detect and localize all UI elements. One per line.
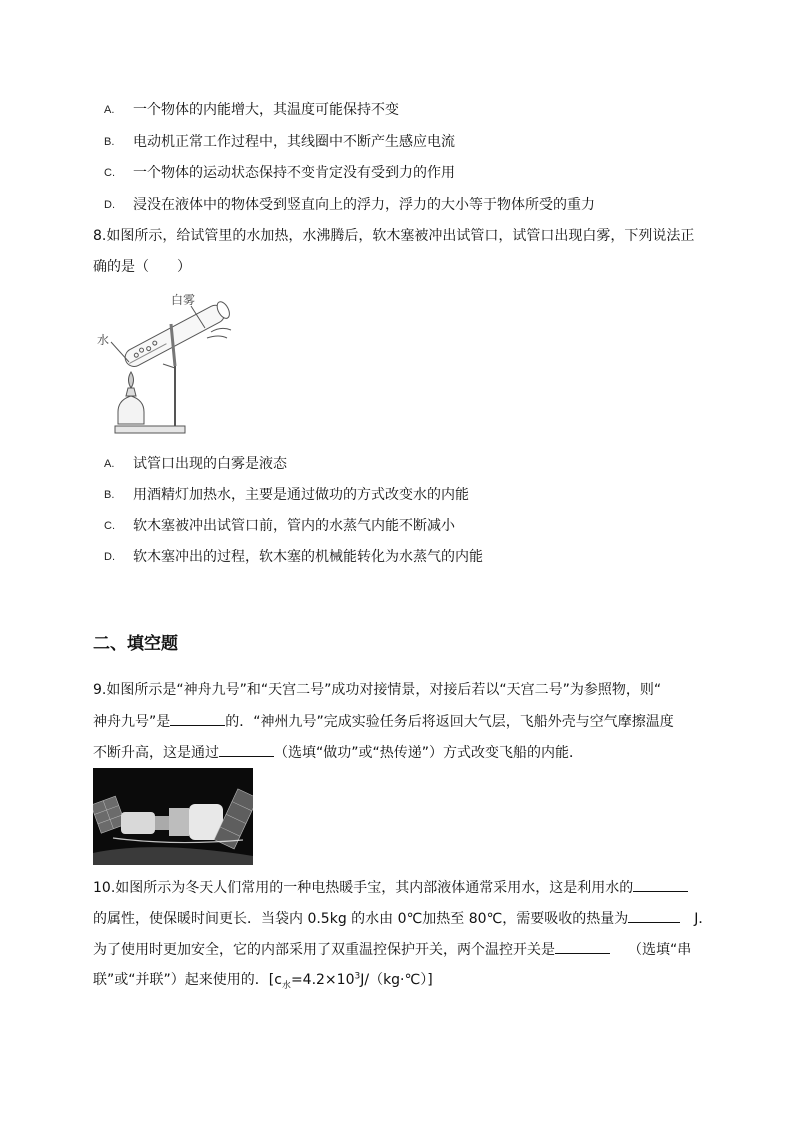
spacecraft-docking-photo <box>93 768 253 865</box>
q10-line-4-part-b: =4.2×10 <box>290 972 355 988</box>
q10-line-3 <box>93 939 691 960</box>
q7-option-d-text: 浸没在液体中的物体受到竖直向上的浮力，浮力的大小等于物体所受的重力 <box>133 197 595 213</box>
fog-label: 白雾 <box>171 293 196 307</box>
q10-line-3-part-a: 为了使用时更加安全，它的内部采用了双重温控保护开关，两个温控开关是 <box>93 942 555 958</box>
q9-line-1: 9.如图所示是“神舟九号”和“天宫二号”成功对接情景，对接后若以“天宫二号”为参照物，则“ <box>93 682 662 698</box>
q9-line-2 <box>93 711 674 732</box>
answer-blank[interactable] <box>170 711 225 726</box>
water-label: 水 <box>97 333 110 347</box>
q10-line-4 <box>93 970 433 990</box>
q7-option-d-letter: D. <box>104 199 115 211</box>
q8-option-d-text: 软木塞冲出的过程，软木塞的机械能转化为水蒸气的内能 <box>133 549 483 565</box>
q7-option-a-text: 一个物体的内能增大，其温度可能保持不变 <box>133 102 399 118</box>
q8-stem-line-1: 8.如图所示，给试管里的水加热，水沸腾后，软木塞被冲出试管口，试管口出现白雾，下列说法正 <box>93 228 695 244</box>
q7-option-b-text: 电动机正常工作过程中，其线圈中不断产生感应电流 <box>133 134 455 150</box>
q10-line-2 <box>93 908 712 929</box>
q8-experiment-figure <box>93 288 253 440</box>
q10-line-4-part-c: J/（kg·℃）] <box>360 972 433 988</box>
q8-option-d-letter: D. <box>104 551 115 563</box>
q8-option-a-text: 试管口出现的白雾是液态 <box>133 456 287 472</box>
q8-option-b-letter: B. <box>104 489 115 501</box>
q10-line-4-subscript: 水 <box>281 980 291 991</box>
q9-line-2-part-b: 的．“神州九号”完成实验任务后将返回大气层，飞船外壳与空气摩擦温度 <box>225 714 674 730</box>
q8-option-c-text: 软木塞被冲出试管口前，管内的水蒸气内能不断减小 <box>133 518 455 534</box>
q7-option-c-letter: C. <box>104 167 115 179</box>
q8-stem-line-2: 确的是（ ） <box>93 259 191 275</box>
q10-line-2-part-b: J． <box>694 911 713 927</box>
test-tube-apparatus-illustration <box>93 288 253 440</box>
answer-blank[interactable] <box>633 877 688 892</box>
q7-option-b-letter: B. <box>104 136 115 148</box>
q9-line-3-part-a: 不断升高，这是通过 <box>93 745 219 761</box>
q10-line-3-part-b: （选填“串 <box>628 942 692 958</box>
answer-blank[interactable] <box>219 742 274 757</box>
q8-option-c-letter: C. <box>104 520 115 532</box>
q10-line-4-part-a: 联”或“并联”）起来使用的．[c <box>93 972 282 988</box>
q10-line-4-superscript: 3 <box>354 971 361 982</box>
q8-option-a-letter: A. <box>104 458 115 470</box>
q7-option-c-text: 一个物体的运动状态保持不变肯定没有受到力的作用 <box>133 165 455 181</box>
q9-line-2-part-a: 神舟九号”是 <box>93 714 171 730</box>
q10-line-2-part-a: 的属性，使保暖时间更长．当袋内 0.5kg 的水由 0℃加热至 80℃，需要吸收的热量为 <box>93 911 629 927</box>
answer-blank[interactable] <box>628 908 680 923</box>
q9-line-3 <box>93 742 583 763</box>
docking-illustration <box>93 768 253 865</box>
q9-line-3-part-b: （选填“做功”或“热传递”）方式改变飞船的内能． <box>274 745 584 761</box>
q10-line-1-part-a: 10.如图所示为冬天人们常用的一种电热暖手宝，其内部液体通常采用水，这是利用水的 <box>93 880 634 896</box>
q10-line-1 <box>93 877 688 898</box>
q8-option-b-text: 用酒精灯加热水，主要是通过做功的方式改变水的内能 <box>133 487 469 503</box>
answer-blank[interactable] <box>555 939 610 954</box>
q7-option-a-letter: A. <box>104 104 115 116</box>
section-title: 二、填空题 <box>93 634 178 654</box>
